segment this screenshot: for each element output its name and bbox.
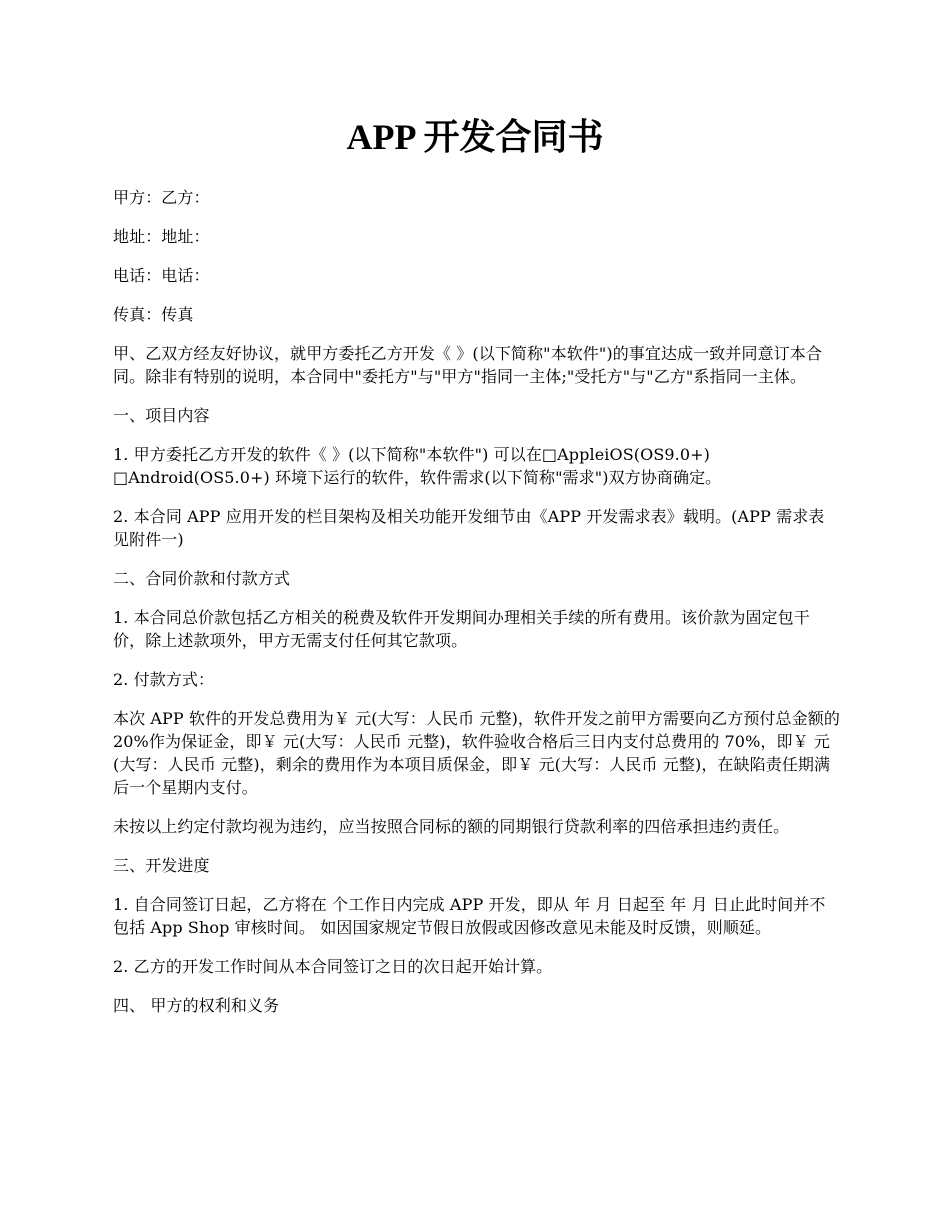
section-heading-party-a-rights: 四、 甲方的权利和义务 xyxy=(113,996,280,1015)
price-item-2: 2. 付款方式： xyxy=(113,670,215,689)
document-title: APP 开发合同书 xyxy=(346,117,604,157)
phone-line: 电话：电话： xyxy=(113,266,210,285)
project-content-item-1: 1. 甲方委托乙方开发的软件《 》(以下简称"本软件") 可以在□AppleiOS(OS9.0+) □Android(OS5.0+) 环境下运行的软件，软件需求(以下简称"需求")双方协商确定。 xyxy=(113,445,722,487)
party-names-line: 甲方：乙方： xyxy=(113,188,210,207)
fax-line: 传真：传真 xyxy=(113,305,194,324)
project-content-item-2: 2. 本合同 APP 应用开发的栏目架构及相关功能开发细节由《APP 开发需求表》载明。(APP 需求表见附件一) xyxy=(113,507,825,549)
document-body xyxy=(113,186,840,1033)
payment-terms-paragraph: 本次 APP 软件的开发总费用为￥ 元(大写：人民币 元整)，软件开发之前甲方需要向乙方预付总金额的 20%作为保证金，即￥ 元(大写：人民币 元整)，软件验收合格后三日内支付总费用的 70%，即￥ 元(大写：人民币 元整)，剩余的费用作为本项目质保金，即￥ 元(大写：人民币 元整)，在缺陷责任期满后一个星期内支付。 xyxy=(113,709,840,797)
address-line: 地址：地址： xyxy=(113,227,210,246)
section-heading-schedule: 三、开发进度 xyxy=(113,856,210,875)
intro-paragraph: 甲、乙双方经友好协议，就甲方委托乙方开发《 》(以下简称"本软件")的事宜达成一致并同意订本合同。除非有特别的说明，本合同中"委托方"与"甲方"指同一主体;"受托方"与"乙方"系指同一主体。 xyxy=(113,344,822,386)
schedule-item-2: 2. 乙方的开发工作时间从本合同签订之日的次日起开始计算。 xyxy=(113,957,553,976)
price-item-1: 1. 本合同总价款包括乙方相关的税费及软件开发期间办理相关手续的所有费用。该价款为固定包干价，除上述款项外，甲方无需支付任何其它款项。 xyxy=(113,608,810,650)
section-heading-project-content: 一、项目内容 xyxy=(113,406,210,425)
section-heading-price-payment: 二、合同价款和付款方式 xyxy=(113,569,291,588)
breach-paragraph: 未按以上约定付款均视为违约，应当按照合同标的额的同期银行贷款利率的四倍承担违约责任。 xyxy=(113,817,790,836)
schedule-item-1: 1. 自合同签订日起，乙方将在 个工作日内完成 APP 开发，即从 年 月 日起至 年 月 日止此时间并不包括 App Shop 审核时间。 如因国家规定节假日放假或因修改意见未能及时反馈，则顺延。 xyxy=(113,895,826,937)
